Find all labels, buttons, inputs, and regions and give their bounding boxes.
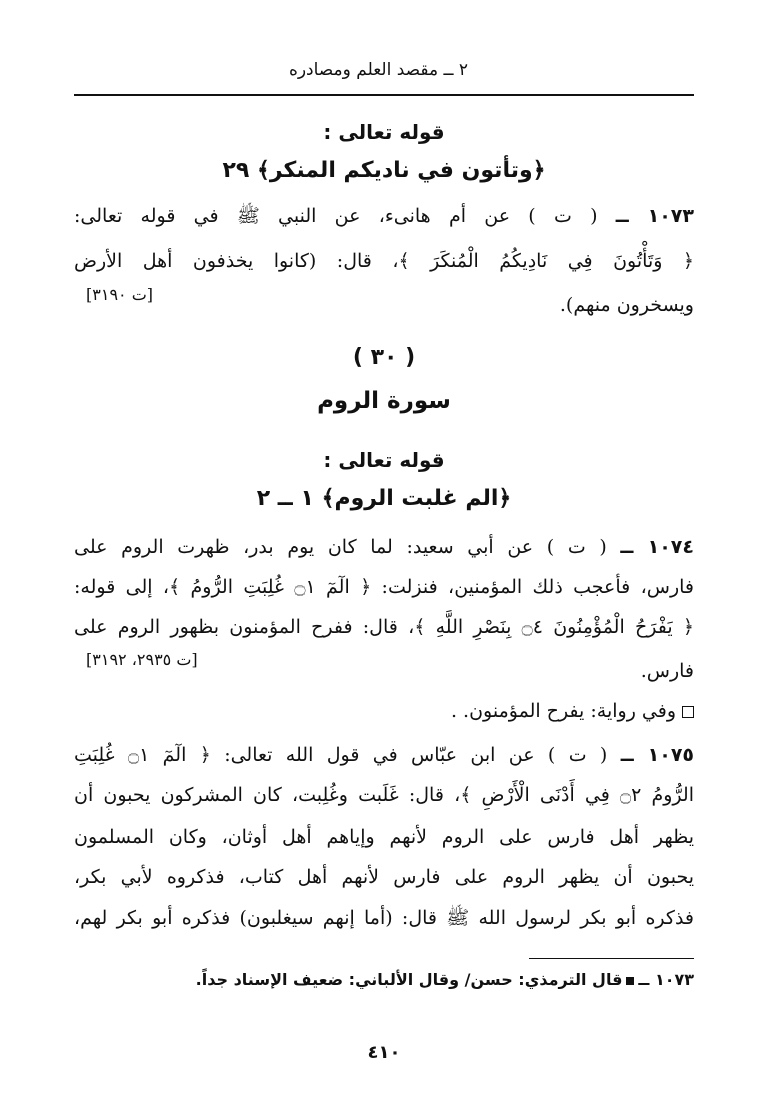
hadith-1073-line-1: ١٠٧٣ ــ ( ت ) عن أم هانىء، عن النبي ﷺ في قوله تعالى: bbox=[74, 205, 694, 227]
hadith-1074-line-3: ﴿ يَفْرَحُ الْمُؤْمِنُونَ ۝٤ بِنَصْرِ اللَّهِ ﴾، قال: ففرح المؤمنون بظهور الروم على bbox=[74, 616, 695, 638]
hadith-1075-line-1: ١٠٧٥ ــ ( ت ) عن ابن عبّاس في قول الله تعالى: ﴿ الٓمٓ ۝١ غُلِبَتِ bbox=[74, 744, 695, 766]
running-header: ٢ ــ مقصد العلم ومصادره bbox=[288, 60, 468, 80]
hadith-1075-line-3: يظهر أهل فارس على الروم لأنهم وإياهم أهل أوثان، وكان المسلمون bbox=[74, 826, 694, 848]
hadith-1074-line-2: فارس، فأعجب ذلك المؤمنين، فنزلت: ﴿ الٓمٓ ۝١ غُلِبَتِ الرُّومُ ﴾، إلى قوله: bbox=[74, 576, 694, 598]
footnote-number: ١٠٧٣ ــ bbox=[638, 970, 694, 989]
hadith-1074-ref: [ت ٢٩٣٥، ٣١٩٢] bbox=[86, 650, 198, 669]
surah-number: ( ٣٠ ) bbox=[352, 345, 416, 370]
header-rule bbox=[74, 94, 694, 96]
qawl-heading-2: قوله تعالى : bbox=[323, 448, 445, 472]
page-number: ٤١٠ bbox=[367, 1042, 401, 1063]
hadith-1075-line-5: فذكره أبو بكر لرسول الله ﷺ قال: (أما إنهم سيغلبون) فذكره أبو بكر لهم، bbox=[74, 907, 694, 929]
hadith-1074-line-4: فارس. bbox=[640, 660, 694, 682]
hadith-1075-line-2: الرُّومُ ۝٢ فِي أَدْنَى الْأَرْضِ ﴾، قال: غَلَبت وغُلِبت، كان المشركون يحبون أن bbox=[74, 784, 694, 806]
footnote bbox=[196, 970, 694, 989]
hadith-1074-line-1: ١٠٧٤ ــ ( ت ) عن أبي سعيد: لما كان يوم بدر، ظهرت الروم على bbox=[74, 536, 694, 558]
hadith-1073-line-2: ﴿ وَتَأْتُونَ فِي نَادِيكُمُ الْمُنكَرَ ﴾، قال: (كانوا يخذفون أهل الأرض bbox=[74, 250, 694, 272]
hadith-number-1074: ١٠٧٤ ــ bbox=[620, 536, 694, 558]
hadith-number-1073: ١٠٧٣ ــ bbox=[615, 205, 694, 227]
hadith-1073-ref: [ت ٣١٩٠] bbox=[86, 285, 154, 304]
black-square-icon bbox=[626, 977, 634, 985]
ayah-heading-2: ﴿الم غلبت الروم﴾ ١ ــ ٢ bbox=[256, 486, 512, 511]
ayah-heading-1: ﴿وتأتون في ناديكم المنكر﴾ ٢٩ bbox=[222, 158, 546, 183]
footnote-rule bbox=[529, 958, 694, 959]
riwaya-note: وفي رواية: يفرح المؤمنون. . bbox=[74, 700, 694, 722]
footnote-text: قال الترمذي: حسن/ وقال الألباني: ضعيف الإسناد جداً. bbox=[195, 970, 623, 989]
hadith-number-1075: ١٠٧٥ ــ bbox=[620, 744, 695, 766]
qawl-heading-1: قوله تعالى : bbox=[323, 120, 445, 144]
hadith-1075-line-4: يحبون أن يظهر الروم على فارس لأنهم أهل كتاب، فذكروه لأبي بكر، bbox=[74, 866, 694, 888]
hadith-1073-line-3: ويسخرون منهم). bbox=[559, 294, 694, 316]
surah-name: سورة الروم bbox=[317, 388, 451, 414]
square-bullet-icon bbox=[682, 706, 694, 718]
